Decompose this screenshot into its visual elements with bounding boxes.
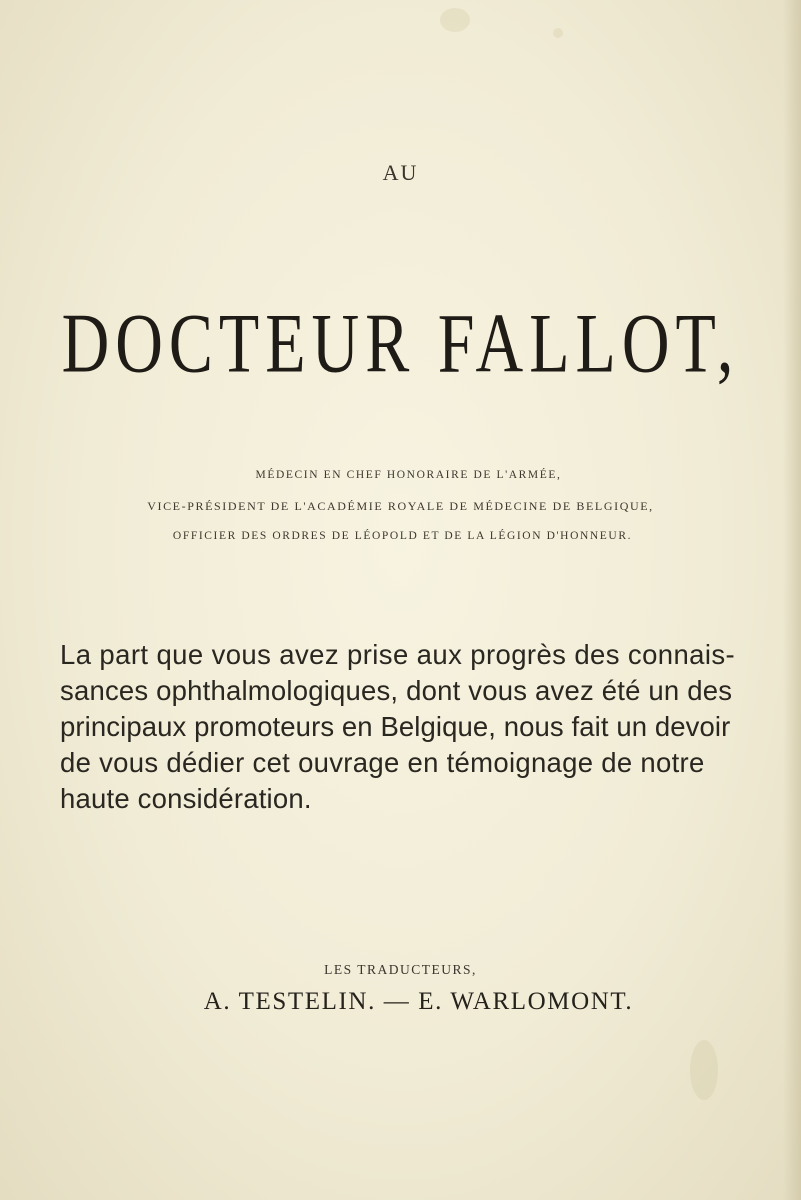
signature-label: LES TRADUCTEURS, [324,962,477,977]
dedication-line: de vous dédier cet ouvrage en témoignage de notre [60,747,705,778]
paper-stain [690,1040,718,1100]
dedication-line: haute considération. [60,783,312,814]
signature-names: A. TESTELIN. — E. WARLOMONT. [203,988,634,1015]
dedication-line: sances ophthalmologiques, dont vous avez été un des [60,675,733,706]
honoree-name: DOCTEUR FALLOT, [61,297,740,391]
dedication-preposition: AU [382,160,419,185]
honoree-title-line: VICE-PRÉSIDENT DE L'ACADÉMIE ROYALE DE MÉDECINE DE BELGIQUE, [147,499,654,513]
paper-stain [553,28,563,38]
dedication-line: La part que vous avez prise aux progrès des connais- [60,639,736,670]
dedication-paragraph [60,637,750,817]
dedication-line: principaux promoteurs en Belgique, nous fait un devoir [60,711,731,742]
honoree-title-line: MÉDECIN EN CHEF HONORAIRE DE L'ARMÉE, [255,469,562,481]
paper-stain [440,8,470,32]
honoree-title-line: OFFICIER DES ORDRES DE LÉOPOLD ET DE LA LÉGION D'HONNEUR. [172,530,633,542]
